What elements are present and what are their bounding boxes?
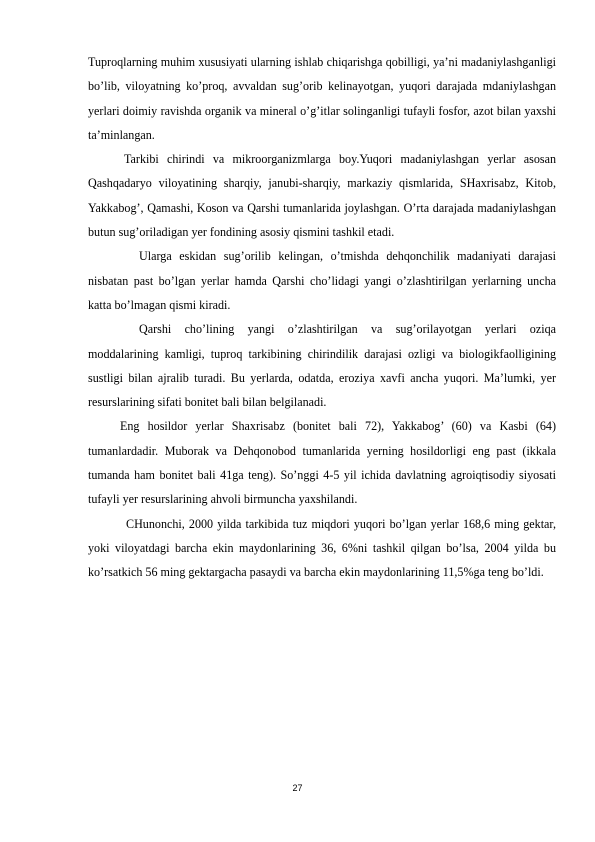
paragraph-humus-regions: Tarkibi chirindi va mikroorganizmlarga boy.Yuqori madaniylashgan yerlar asosan Qashqadaryo viloyatining sharqiy, janubi-sharqiy, markaziy qismlarida, SHaxrisabz, Kitob, Yakkabog’, Qamashi, Koson va Qarshi tumanlarida joylashgan. O’rta darajada madaniylashgan butun sug’oriladigan yer fondining asosiy qismini tashkil etadi. bbox=[88, 152, 556, 240]
paragraph-salinity-stats: CHunonchi, 2000 yilda tarkibida tuz miqdori yuqori bo’lgan yerlar 168,6 ming gektar, yoki viloyatdagi barcha ekin maydonlarining 36, 6%ni tashkil qilgan bo’lsa, 2004 yilda bu ko’rsatkich 56 ming gektargacha pasaydi va barcha ekin maydonlarining 11,5%ga teng bo’ldi. bbox=[88, 516, 556, 580]
body-text bbox=[88, 50, 556, 585]
page-number: 27 bbox=[292, 783, 303, 793]
paragraph-soil-properties: Tuproqlarning muhim xususiyati ularning ishlab chiqarishga qobilligi, ya’ni madaniylashganligi bo’lib, viloyatning ko’proq, avvaldan sug’orib kelinayotgan, yuqori darajada mdaniylashgan yerlari doimiy ravishda organik va mineral o’g’itlar solinganligi tufayli fosfor, azot bilan yaxshi ta’minlangan. bbox=[88, 55, 556, 142]
paragraph-old-irrigated-lands: Ularga eskidan sug’orilib kelingan, o’tmishda dehqonchilik madaniyati darajasi nisbatan past bo’lgan yerlar hamda Qarshi cho’lidagi yangi o’zlashtirilgan yerlarning uncha katta bo’lmagan qismi kiradi. bbox=[88, 249, 556, 312]
paragraph-qarshi-steppe: Qarshi cho’lining yangi o’zlashtirilgan va sug’orilayotgan yerlari oziqa moddalarining kamligi, tuproq tarkibining chirindilik darajasi ozligi va biologikfaolligining sustligi bilan ajralib turadi. Bu yerlarda, odatda, eroziya xavfi ancha yuqori. Ma’lumki, yer resurslarining sifati bonitet bali bilan belgilanadi. bbox=[88, 322, 556, 410]
paragraph-bonitet-scores: Eng hosildor yerlar Shaxrisabz (bonitet bali 72), Yakkabog’ (60) va Kasbi (64) tumanlardadir. Muborak va Dehqonobod tumanlarida yerning hosildorligi eng past (ikkala tumanda ham bonitet bali 41ga teng). So’nggi 4-5 yil ichida davlatning agroiqtisodiy siyosati tufayli yer resurslarining ahvoli birmuncha yaxshilandi. bbox=[88, 419, 556, 507]
